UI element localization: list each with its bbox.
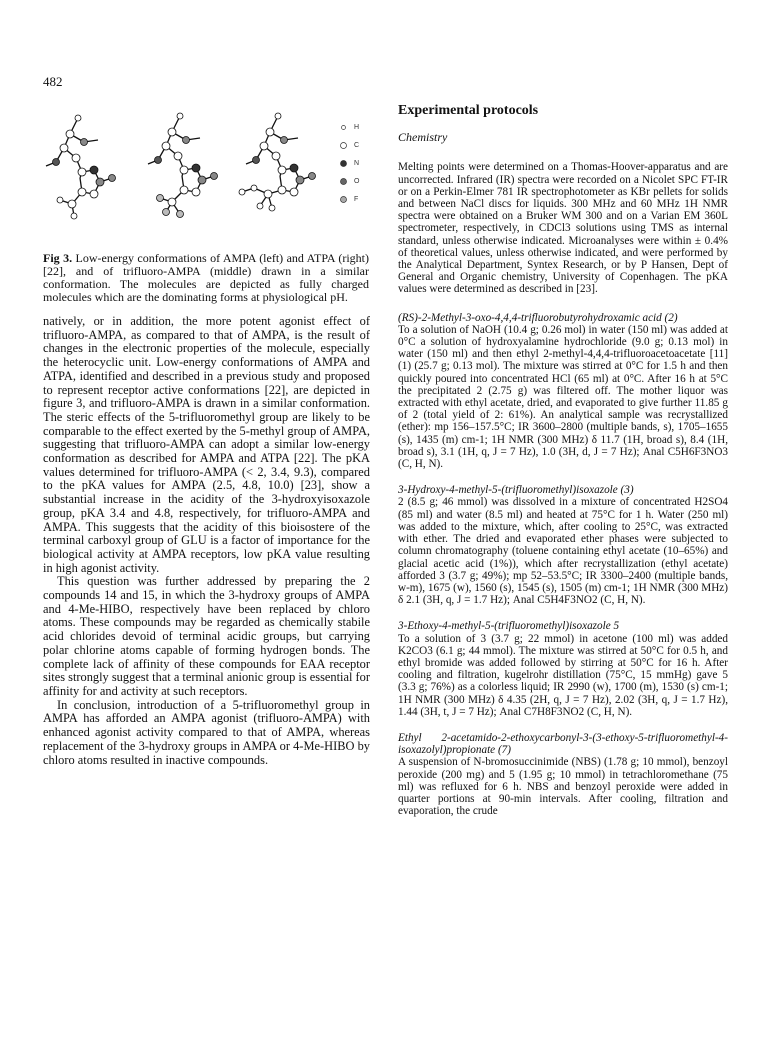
legend-hydrogen: H [340, 118, 380, 136]
left-column [43, 315, 370, 767]
compound-5-title: 3-Ethoxy-4-methyl-5-(trifluoromethyl)isoxazole 5 [398, 620, 620, 633]
carbon-atom-icon [340, 142, 347, 149]
page-number: 482 [43, 74, 63, 89]
legend-nitrogen: N [340, 154, 380, 172]
caption-label: Fig 3. [43, 251, 73, 265]
right-column [398, 105, 728, 817]
body-paragraph-2: This question was further addressed by preparing the 2 compounds 14 and 15, in which the 3-hydroxy groups of AMPA and 4-Me-HIBO, respectively have been replaced by chloro atoms. These compounds may be regarded as chemically stabile acid chlorides devoid of terminal acidic groups, but carrying polar chlorine atoms capable of forming hydrogen bonds. The complete lack of affinity of these compounds for EAA receptor sites strongly suggest that a terminal anionic group is essential for affinity for and activity at such receptors. [43, 574, 370, 698]
hydrogen-atom-icon [340, 124, 347, 131]
legend-oxygen: O [340, 172, 380, 190]
caption-text: Low-energy conformations of AMPA (left) and ATPA (right) [22], and of trifluoro-AMPA (middle) drawn in a similar conformation. The molecules are depicted as fully charged molecules which are the dominating forms at physiological pH. [43, 251, 369, 304]
section-heading: Experimental protocols [398, 103, 539, 118]
oxygen-atom-icon [340, 178, 347, 185]
body-paragraph-1: natively, or in addition, the more potent agonist effect of trifluoro-AMPA, as compared to that of AMPA, is the result of changes in the electronic properties of the molecule, especially the heterocyclic unit. Low-energy conformations of AMPA and ATPA, identified and described in a previous study and proposed to represent receptor active conformations [22], are depicted in figure 3, and trifluoro-AMPA is drawn in a similar conformation. The steric effects of the 5-trifluoromethyl group are likely to be comparable to the effect exerted by the 5-methyl group of AMPA, suggesting that trifluoro-AMPA can adopt a similar low-energy conformation as described for AMPA and ATPA [22]. The pKA values determined for trifluoro-AMPA (< 2, 3.4, 9.3), compared to the pKA values for AMPA (2.5, 4.8, 10.0) [23], show a substantial increase in the acidity of the 3-hydroxyisoxazole group, pKA 3.4 and 4.8, respectively, for trifluoro-AMPA and AMPA. This suggests that the acidity of this bioisostere of the terminal carboxyl group of GLU is a factor of importance for the biological activity at AMPA receptors, low pKA value resulting in high agonist activity. [43, 314, 370, 575]
body-paragraph-3: In conclusion, introduction of a 5-trifluoromethyl group in AMPA has afforded an AMPA agonist (trifluoro-AMPA) with enhanced agonist activity compared to that of AMPA, whereas replacement of the 3-hydroxy groups in AMPA or 4-Me-HIBO by chloro atoms resulted in inactive compounds. [43, 697, 370, 767]
subsection-heading: Chemistry [398, 130, 448, 145]
legend-fluorine: F [340, 190, 380, 208]
chemistry-intro: Melting points were determined on a Thomas-Hoover-apparatus and are uncorrected. Infrared (IR) spectra were recorded on a Nicolet SPC FT-IR or on a Perkin-Elmer 781 IR spectrophotometer as KBr pellets for solids and between NaCl discs for liquids. 300 MHz and 60 MHz 1H NMR spectra were obtained on a Bruker WM 300 and on a Varian EM 360L spectrometer, respectively, in CDCl3 solutions using TMS as internal standard, unless otherwise indicated. Microanalyses were within ± 0.4% of theoretical values, unless otherwise indicated, and were performed by the Analytical Department, Syntex Research, or by P Hansen, Dept of General and Organic chemistry, University of Copenhagen. The pKA values were determined as described in [23]. [398, 161, 728, 296]
atpa-molecule [242, 116, 312, 208]
legend-carbon: C [340, 136, 380, 154]
nitrogen-atom-icon [340, 160, 347, 167]
fluorine-atom-icon [340, 196, 347, 203]
figure-caption [43, 252, 369, 304]
compound-3-procedure: 2 (8.5 g; 46 mmol) was dissolved in a mixture of concentrated H2SO4 (85 ml) and water (8.5 ml) and heated at 75°C for 1 h. Water (250 ml) was added to the mixture, which, after cooling to 25°C, was extracted with ether. The dried and evaporated ether phases were subjected to column chromatography (toluene containing ethyl acetate (10–65%) and glacial acetic acid (1%)), which after recrystallization (ethyl acetate) afforded 3 (3.7 g; 49%); mp 52–53.5°C; IR 3300–2400 (multiple bands, w-m), 1675 (w), 1560 (s), 1545 (s), 1505 (m) cm-1; 1H NMR (300 MHz) δ 2.1 (3H, q, J = 1.7 Hz); Anal C5H4F3NO2 (C, H, N). [398, 496, 728, 607]
compound-2-title: (RS)-2-Methyl-3-oxo-4,4,4-trifluorobutyrohydroxamic acid (2) [398, 311, 678, 324]
compound-7-procedure: A suspension of N-bromosuccinimide (NBS) (1.78 g; 10 mmol), benzoyl peroxide (200 mg) and 5 (1.95 g; 10 mmol) in tetrachloromethane (75 ml) was refluxed for 6 h. NBS and benzoyl peroxide were added in quarter portions at 90-min intervals. After cooling, filtration and evaporation, the crude [398, 756, 728, 818]
molecular-structures-figure [40, 112, 350, 232]
compound-3-title: 3-Hydroxy-4-methyl-5-(trifluoromethyl)isoxazole (3) [398, 484, 634, 497]
atom-legend [340, 118, 380, 208]
ampa-molecule [46, 118, 112, 216]
compound-2-procedure: To a solution of NaOH (10.4 g; 0.26 mol) in water (150 ml) was added at 0°C a solution of hydroxyalamine hydrochloride (9.0 g; 0.13 mol) in water (150 ml) and then ethyl 2-methyl-4,4,4-trifluoroacetoacetate [11] (1) (25.7 g; 0.13 mol). The mixture was stirred at 0°C for 1.5 h and then quickly poured into concentrated HCl (65 ml) at 0°C. After 16 h at 5°C the precipitated 2 (2.75 g) was filtered off. The mother liquor was extracted with ethyl acetate, dried, and evaporated to give further 11.85 g of 2 (total yield of 2: 61%). An analytical sample was recrystallized (ether): mp 156–157.5°C; IR 3600–2800 (multiple bands, s), 1705–1655 (s), 1435 (m) cm-1; 1H NMR (300 MHz) δ 11.7 (1H, broad s), 8.4 (1H, broad s), 3.1 (1H, q, J = 7 Hz), 1.0 (3H, d, J = 7 Hz); Anal C5H6F3NO3 (C, H, N). [398, 323, 728, 471]
compound-5-procedure: To a solution of 3 (3.7 g; 22 mmol) in acetone (100 ml) was added K2CO3 (6.1 g; 44 mmol). The mixture was stirred at 50°C for 0.5 h, and ethyl bromide was added followed by stirring at 50°C for 16 h. After cooling and filtration, kugelrohr distillation (75°C, 15 mmHg) gave 5 (3.3 g; 76%) as a colorless liquid; IR 2990 (w), 1700 (m), 1530 (s) cm-1; 1H NMR (300 MHz) δ 4.35 (2H, q, J = 7 Hz), 2.02 (3H, q, J = 1.7 Hz), 1.44 (3H, t, J = 7 Hz); Anal C7H8F3NO2 (C, H, N). [398, 632, 728, 718]
compound-7-title: Ethyl 2-acetamido-2-ethoxycarbonyl-3-(3-ethoxy-5-trifluoromethyl-4-isoxazolyl)propionate (7) [398, 731, 728, 757]
